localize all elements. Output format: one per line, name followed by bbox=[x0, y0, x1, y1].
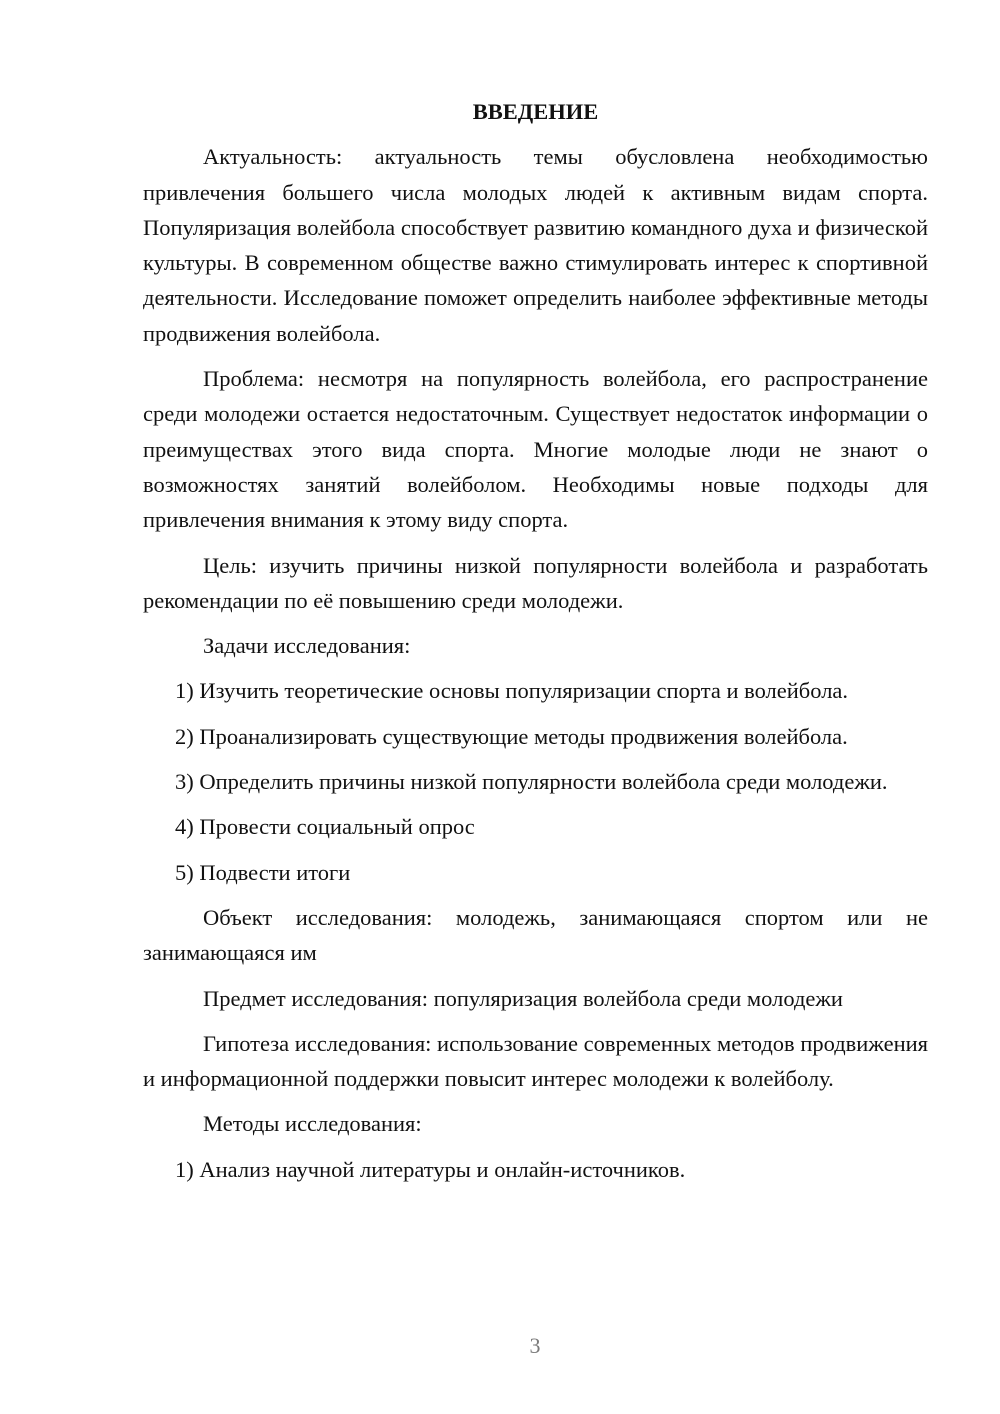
page-title: ВВЕДЕНИЕ bbox=[472, 99, 599, 124]
task-item-1: 1) Изучить теоретические основы популяризации спорта и волейбола. bbox=[175, 678, 849, 704]
paragraph-relevance: Актуальность: актуальность темы обусловлена необходимостью привлечения большего числа молодых людей к активным видам спорта. Популяризация волейбола способствует развитию командного духа и физической культуры. В современном обществе важно стимулировать интерес к спортивной деятельности. Исследование поможет определить наиболее эффективные методы продвижения волейбола. bbox=[143, 144, 928, 346]
method-item-1: 1) Анализ научной литературы и онлайн-источников. bbox=[175, 1156, 686, 1182]
methods-heading: Методы исследования: bbox=[203, 1111, 422, 1137]
paragraph-hypothesis: Гипотеза исследования: использование современных методов продвижения и информационной поддержки повысит интерес молодежи к волейболу. bbox=[143, 1030, 928, 1092]
paragraph-object: Объект исследования: молодежь, занимающаяся спортом или не занимающаяся им bbox=[143, 904, 928, 966]
paragraph-subject: Предмет исследования: популяризация волейбола среди молодежи bbox=[203, 985, 843, 1011]
tasks-heading: Задачи исследования: bbox=[203, 633, 411, 659]
page-content bbox=[143, 94, 928, 1197]
page-number: 3 bbox=[529, 1333, 541, 1358]
task-item-2: 2) Проанализировать существующие методы продвижения волейбола. bbox=[175, 723, 848, 749]
paragraph-problem: Проблема: несмотря на популярность волейбола, его распространение среди молодежи остается недостаточным. Существует недостаток информации о преимуществах этого вида спорта. Многие молодые люди не знают о возможностях занятий волейболом. Необходимы новые подходы для привлечения внимания к этому виду спорта. bbox=[143, 366, 928, 533]
task-item-5: 5) Подвести итоги bbox=[175, 859, 351, 885]
paragraph-goal: Цель: изучить причины низкой популярности волейбола и разработать рекомендации по её повышению среди молодежи. bbox=[143, 552, 928, 613]
task-item-4: 4) Провести социальный опрос bbox=[175, 814, 475, 840]
task-item-3: 3) Определить причины низкой популярности волейбола среди молодежи. bbox=[175, 769, 888, 795]
